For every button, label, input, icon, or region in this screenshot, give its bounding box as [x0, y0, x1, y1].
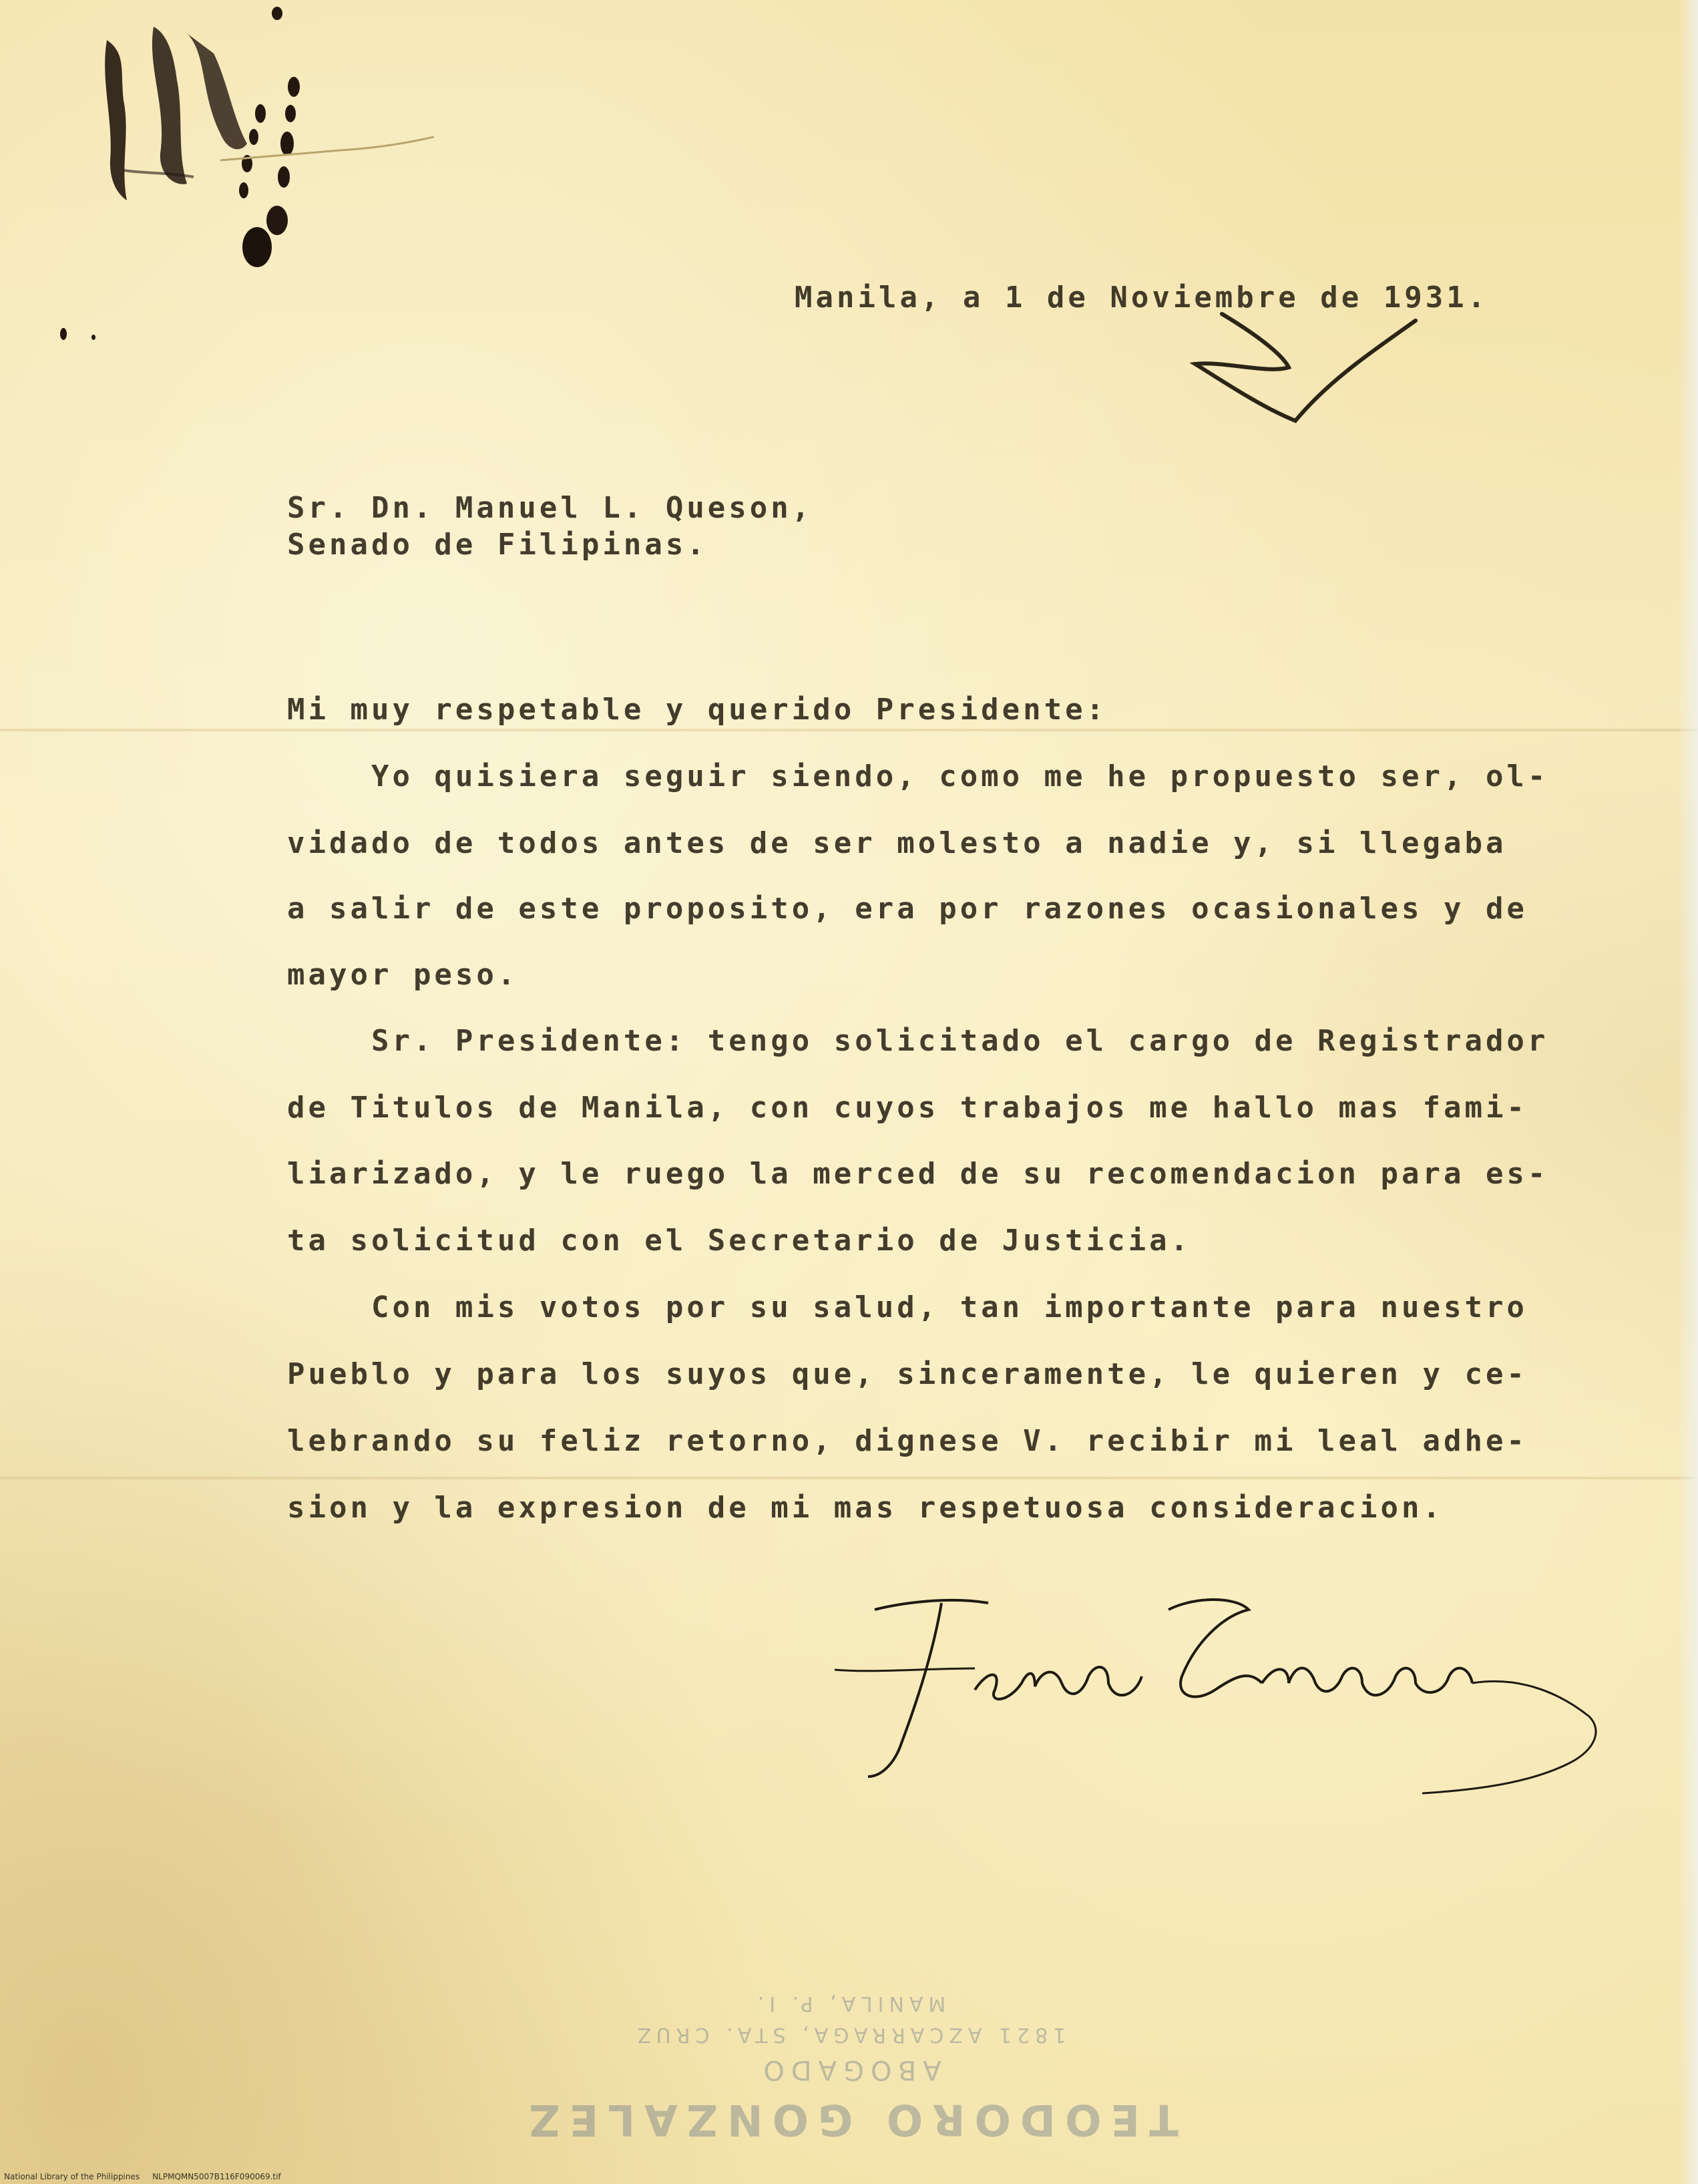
archive-footer-label: National Library of the Philippines NLPMQMN5007B116F090069.tif	[4, 2172, 281, 2181]
body-line: Sr. Presidente: tengo solicitado el cargo de Registrador	[287, 1024, 1549, 1058]
letterhead-title: ABOGADO	[757, 2054, 941, 2085]
body-line: sion y la expresion de mi mas respetuosa consideracion.	[287, 1491, 1444, 1525]
body-line: vidado de todos antes de ser molesto a nadie y, si llegaba	[287, 826, 1507, 860]
paper-fold-upper	[0, 728, 1698, 732]
page-edge	[1678, 0, 1698, 2184]
body-line: de Titulos de Manila, con cuyos trabajos me hallo mas fami-	[287, 1091, 1528, 1125]
letter-salutation: Mi muy respetable y querido Presidente:	[287, 693, 1108, 727]
signature-icon	[821, 1590, 1623, 1817]
body-line: lebrando su feliz retorno, dignese V. recibir mi leal adhe-	[287, 1424, 1528, 1458]
paper-fold-lower	[0, 1476, 1698, 1480]
letterhead-city: MANILA, P. I.	[752, 1992, 946, 2015]
letterhead-address: 1821 AZCARRAGA, STA. CRUZ	[632, 2023, 1066, 2046]
body-line: ta solicitud con el Secretario de Justicia.	[287, 1224, 1192, 1258]
letterhead-watermark	[0, 1937, 1698, 2151]
body-line: liarizado, y le ruego la merced de su recomendacion para es-	[287, 1157, 1549, 1191]
body-line: Pueblo y para los suyos que, sinceramente, le quieren y ce-	[287, 1357, 1528, 1391]
recipient-address: Senado de Filipinas.	[287, 528, 708, 562]
body-line: a salir de este proposito, era por razones ocasionales y de	[287, 892, 1528, 926]
paper-tear-icon	[220, 134, 434, 174]
ink-stain-icon	[53, 0, 334, 347]
body-line: Yo quisiera seguir siendo, como me he propuesto ser, ol-	[287, 759, 1549, 793]
handwritten-mark-icon	[1182, 301, 1422, 441]
letterhead-name: TEODORO GONZALEZ	[519, 2095, 1179, 2144]
body-line: mayor peso.	[287, 958, 519, 992]
body-line: Con mis votos por su salud, tan importante para nuestro	[287, 1290, 1528, 1324]
letter-date: Manila, a 1 de Noviembre de 1931.	[795, 281, 1489, 315]
recipient-name: Sr. Dn. Manuel L. Queson,	[287, 491, 813, 525]
